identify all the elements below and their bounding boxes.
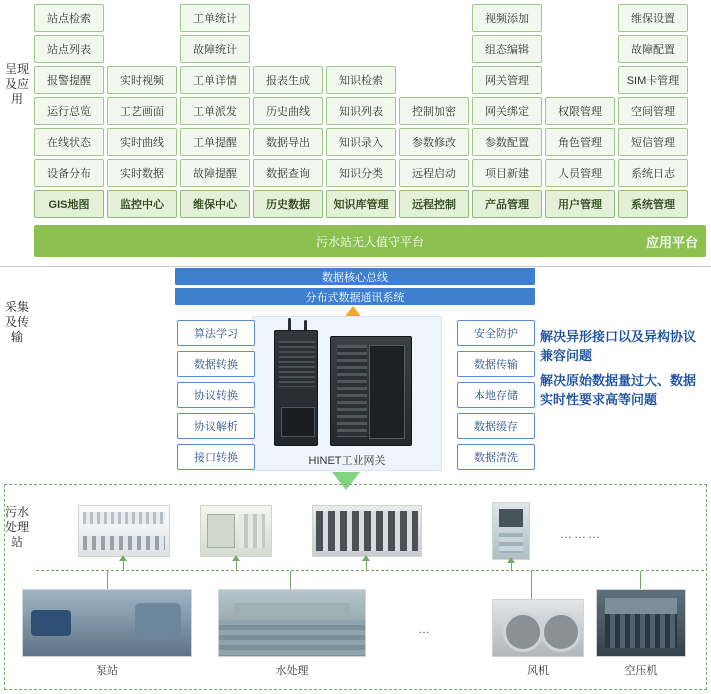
- controller-device-image: [330, 336, 412, 446]
- chip-interface-conversion[interactable]: 接口转换: [177, 444, 255, 470]
- device-ellipsis-top: ………: [560, 527, 602, 541]
- grid-cell[interactable]: 控制加密: [399, 97, 469, 125]
- rail-label-collection: 采集及传输: [4, 300, 29, 344]
- note-data-volume: 解决原始数据量过大、数据实时性要求高等问题: [540, 373, 697, 407]
- connector-arrow-icon: [507, 557, 515, 563]
- grid-cell-empty: [399, 66, 469, 94]
- section-divider: [0, 266, 711, 267]
- platform-title: 污水站无人值守平台: [315, 234, 424, 249]
- grid-cell[interactable]: 实时数据: [107, 159, 177, 187]
- grid-cell[interactable]: 故障配置: [618, 35, 688, 63]
- grid-cell[interactable]: 历史曲线: [253, 97, 323, 125]
- grid-cell-primary[interactable]: 知识库管理: [326, 190, 396, 218]
- connector-line: [640, 571, 641, 589]
- grid-cell[interactable]: 数据查询: [253, 159, 323, 187]
- grid-cell[interactable]: 工单统计: [180, 4, 250, 32]
- grid-cell-empty: [545, 66, 615, 94]
- grid-cell-empty: [253, 4, 323, 32]
- grid-cell[interactable]: 报警提醒: [34, 66, 104, 94]
- chip-algorithm-learning[interactable]: 算法学习: [177, 320, 255, 346]
- application-grid: [34, 4, 706, 221]
- grid-cell[interactable]: 实时视频: [107, 66, 177, 94]
- chip-data-transmission[interactable]: 数据传输: [457, 351, 535, 377]
- processing-chips-right: [457, 320, 535, 475]
- grid-cell-empty: [545, 35, 615, 63]
- grid-cell[interactable]: 故障提醒: [180, 159, 250, 187]
- grid-cell-primary[interactable]: 系统管理: [618, 190, 688, 218]
- grid-cell[interactable]: 知识录入: [326, 128, 396, 156]
- grid-cell[interactable]: 系统日志: [618, 159, 688, 187]
- chip-protocol-parsing[interactable]: 协议解析: [177, 413, 255, 439]
- grid-cell[interactable]: 工单提醒: [180, 128, 250, 156]
- rail-label-application: 呈现及应用: [4, 62, 29, 106]
- grid-cell[interactable]: 短信管理: [618, 128, 688, 156]
- grid-row: [34, 4, 706, 32]
- chip-data-cleaning[interactable]: 数据清洗: [457, 444, 535, 470]
- site-zone-divider: [36, 570, 704, 571]
- grid-cell[interactable]: 站点检索: [34, 4, 104, 32]
- rail-label-site: 污水处理站: [4, 505, 29, 549]
- grid-cell[interactable]: 报表生成: [253, 66, 323, 94]
- grid-cell-empty: [326, 35, 396, 63]
- grid-cell[interactable]: 维保设置: [618, 4, 688, 32]
- processing-chips-left: [177, 320, 255, 475]
- grid-cell-primary[interactable]: 远程控制: [399, 190, 469, 218]
- grid-cell[interactable]: 设备分布: [34, 159, 104, 187]
- grid-row-primary: [34, 190, 706, 218]
- grid-cell-empty: [326, 4, 396, 32]
- grid-cell[interactable]: 工艺画面: [107, 97, 177, 125]
- grid-cell[interactable]: 视频添加: [472, 4, 542, 32]
- grid-cell-empty: [545, 4, 615, 32]
- platform-layer-label: 应用平台: [645, 234, 698, 250]
- note-interface-compatibility: 解决异形接口以及异构协议兼容问题: [540, 329, 697, 363]
- equipment-thumb-blower: [492, 599, 584, 657]
- connector-arrow-icon: [119, 555, 127, 561]
- grid-cell-primary[interactable]: 用户管理: [545, 190, 615, 218]
- grid-cell[interactable]: 知识检索: [326, 66, 396, 94]
- grid-cell[interactable]: 人员管理: [545, 159, 615, 187]
- platform-bar: [34, 225, 706, 257]
- connector-line: [107, 571, 108, 589]
- grid-cell[interactable]: 网关管理: [472, 66, 542, 94]
- grid-cell[interactable]: 站点列表: [34, 35, 104, 63]
- grid-row: [34, 159, 706, 187]
- grid-cell[interactable]: 故障统计: [180, 35, 250, 63]
- equipment-thumb-air-compressor: [596, 589, 686, 657]
- grid-cell[interactable]: 项目新建: [472, 159, 542, 187]
- grid-cell[interactable]: 参数配置: [472, 128, 542, 156]
- grid-row: [34, 128, 706, 156]
- equipment-ellipsis: …: [418, 622, 432, 636]
- grid-row: [34, 66, 706, 94]
- gateway-caption: HINET工业网关: [308, 455, 386, 467]
- grid-cell[interactable]: 知识列表: [326, 97, 396, 125]
- grid-cell[interactable]: 远程启动: [399, 159, 469, 187]
- connector-arrow-icon: [232, 555, 240, 561]
- grid-cell-empty: [399, 35, 469, 63]
- device-thumb-network-cabinet: [492, 502, 530, 560]
- grid-cell[interactable]: 网关绑定: [472, 97, 542, 125]
- chip-local-storage[interactable]: 本地存储: [457, 382, 535, 408]
- grid-cell[interactable]: 实时曲线: [107, 128, 177, 156]
- equipment-label-pump-station: 泵站: [96, 665, 118, 677]
- grid-cell[interactable]: 在线状态: [34, 128, 104, 156]
- grid-cell-empty: [253, 35, 323, 63]
- equipment-thumb-pump-station: [22, 589, 192, 657]
- device-thumb-plc-module: [200, 505, 272, 557]
- grid-cell-primary[interactable]: 监控中心: [107, 190, 177, 218]
- grid-cell[interactable]: 权限管理: [545, 97, 615, 125]
- bus-core: 数据核心总线: [175, 268, 535, 285]
- equipment-label-water-treatment: 水处理: [275, 665, 309, 677]
- grid-row: [34, 35, 706, 63]
- chip-protocol-conversion[interactable]: 协议转换: [177, 382, 255, 408]
- equipment-thumb-water-treatment: [218, 589, 366, 657]
- grid-cell[interactable]: 知识分类: [326, 159, 396, 187]
- grid-cell-primary[interactable]: 历史数据: [253, 190, 323, 218]
- grid-cell[interactable]: 参数修改: [399, 128, 469, 156]
- equipment-label-blower: 风机: [527, 665, 549, 677]
- grid-cell[interactable]: SIM卡管理: [618, 66, 688, 94]
- device-thumb-control-rack: [312, 505, 422, 557]
- gateway-device-image: [274, 330, 318, 446]
- grid-cell-empty: [399, 4, 469, 32]
- grid-cell-primary[interactable]: GIS地图: [34, 190, 104, 218]
- grid-cell-empty: [107, 4, 177, 32]
- grid-cell-primary[interactable]: 产品管理: [472, 190, 542, 218]
- device-thumb-io-module: [78, 505, 170, 557]
- grid-cell[interactable]: 工单派发: [180, 97, 250, 125]
- connector-line: [290, 571, 291, 589]
- bus-distributed: 分布式数据通讯系统: [175, 288, 535, 305]
- grid-cell[interactable]: 运行总览: [34, 97, 104, 125]
- grid-cell-empty: [107, 35, 177, 63]
- grid-row: [34, 97, 706, 125]
- chip-security-protection[interactable]: 安全防护: [457, 320, 535, 346]
- equipment-label-air-compressor: 空压机: [624, 665, 658, 677]
- grid-cell[interactable]: 数据导出: [253, 128, 323, 156]
- grid-cell[interactable]: 工单详情: [180, 66, 250, 94]
- grid-cell[interactable]: 组态编辑: [472, 35, 542, 63]
- grid-cell[interactable]: 空间管理: [618, 97, 688, 125]
- chip-data-conversion[interactable]: 数据转换: [177, 351, 255, 377]
- grid-cell-primary[interactable]: 维保中心: [180, 190, 250, 218]
- connector-line: [531, 571, 532, 599]
- grid-cell[interactable]: 角色管理: [545, 128, 615, 156]
- connector-arrow-icon: [362, 555, 370, 561]
- chip-data-cache[interactable]: 数据缓存: [457, 413, 535, 439]
